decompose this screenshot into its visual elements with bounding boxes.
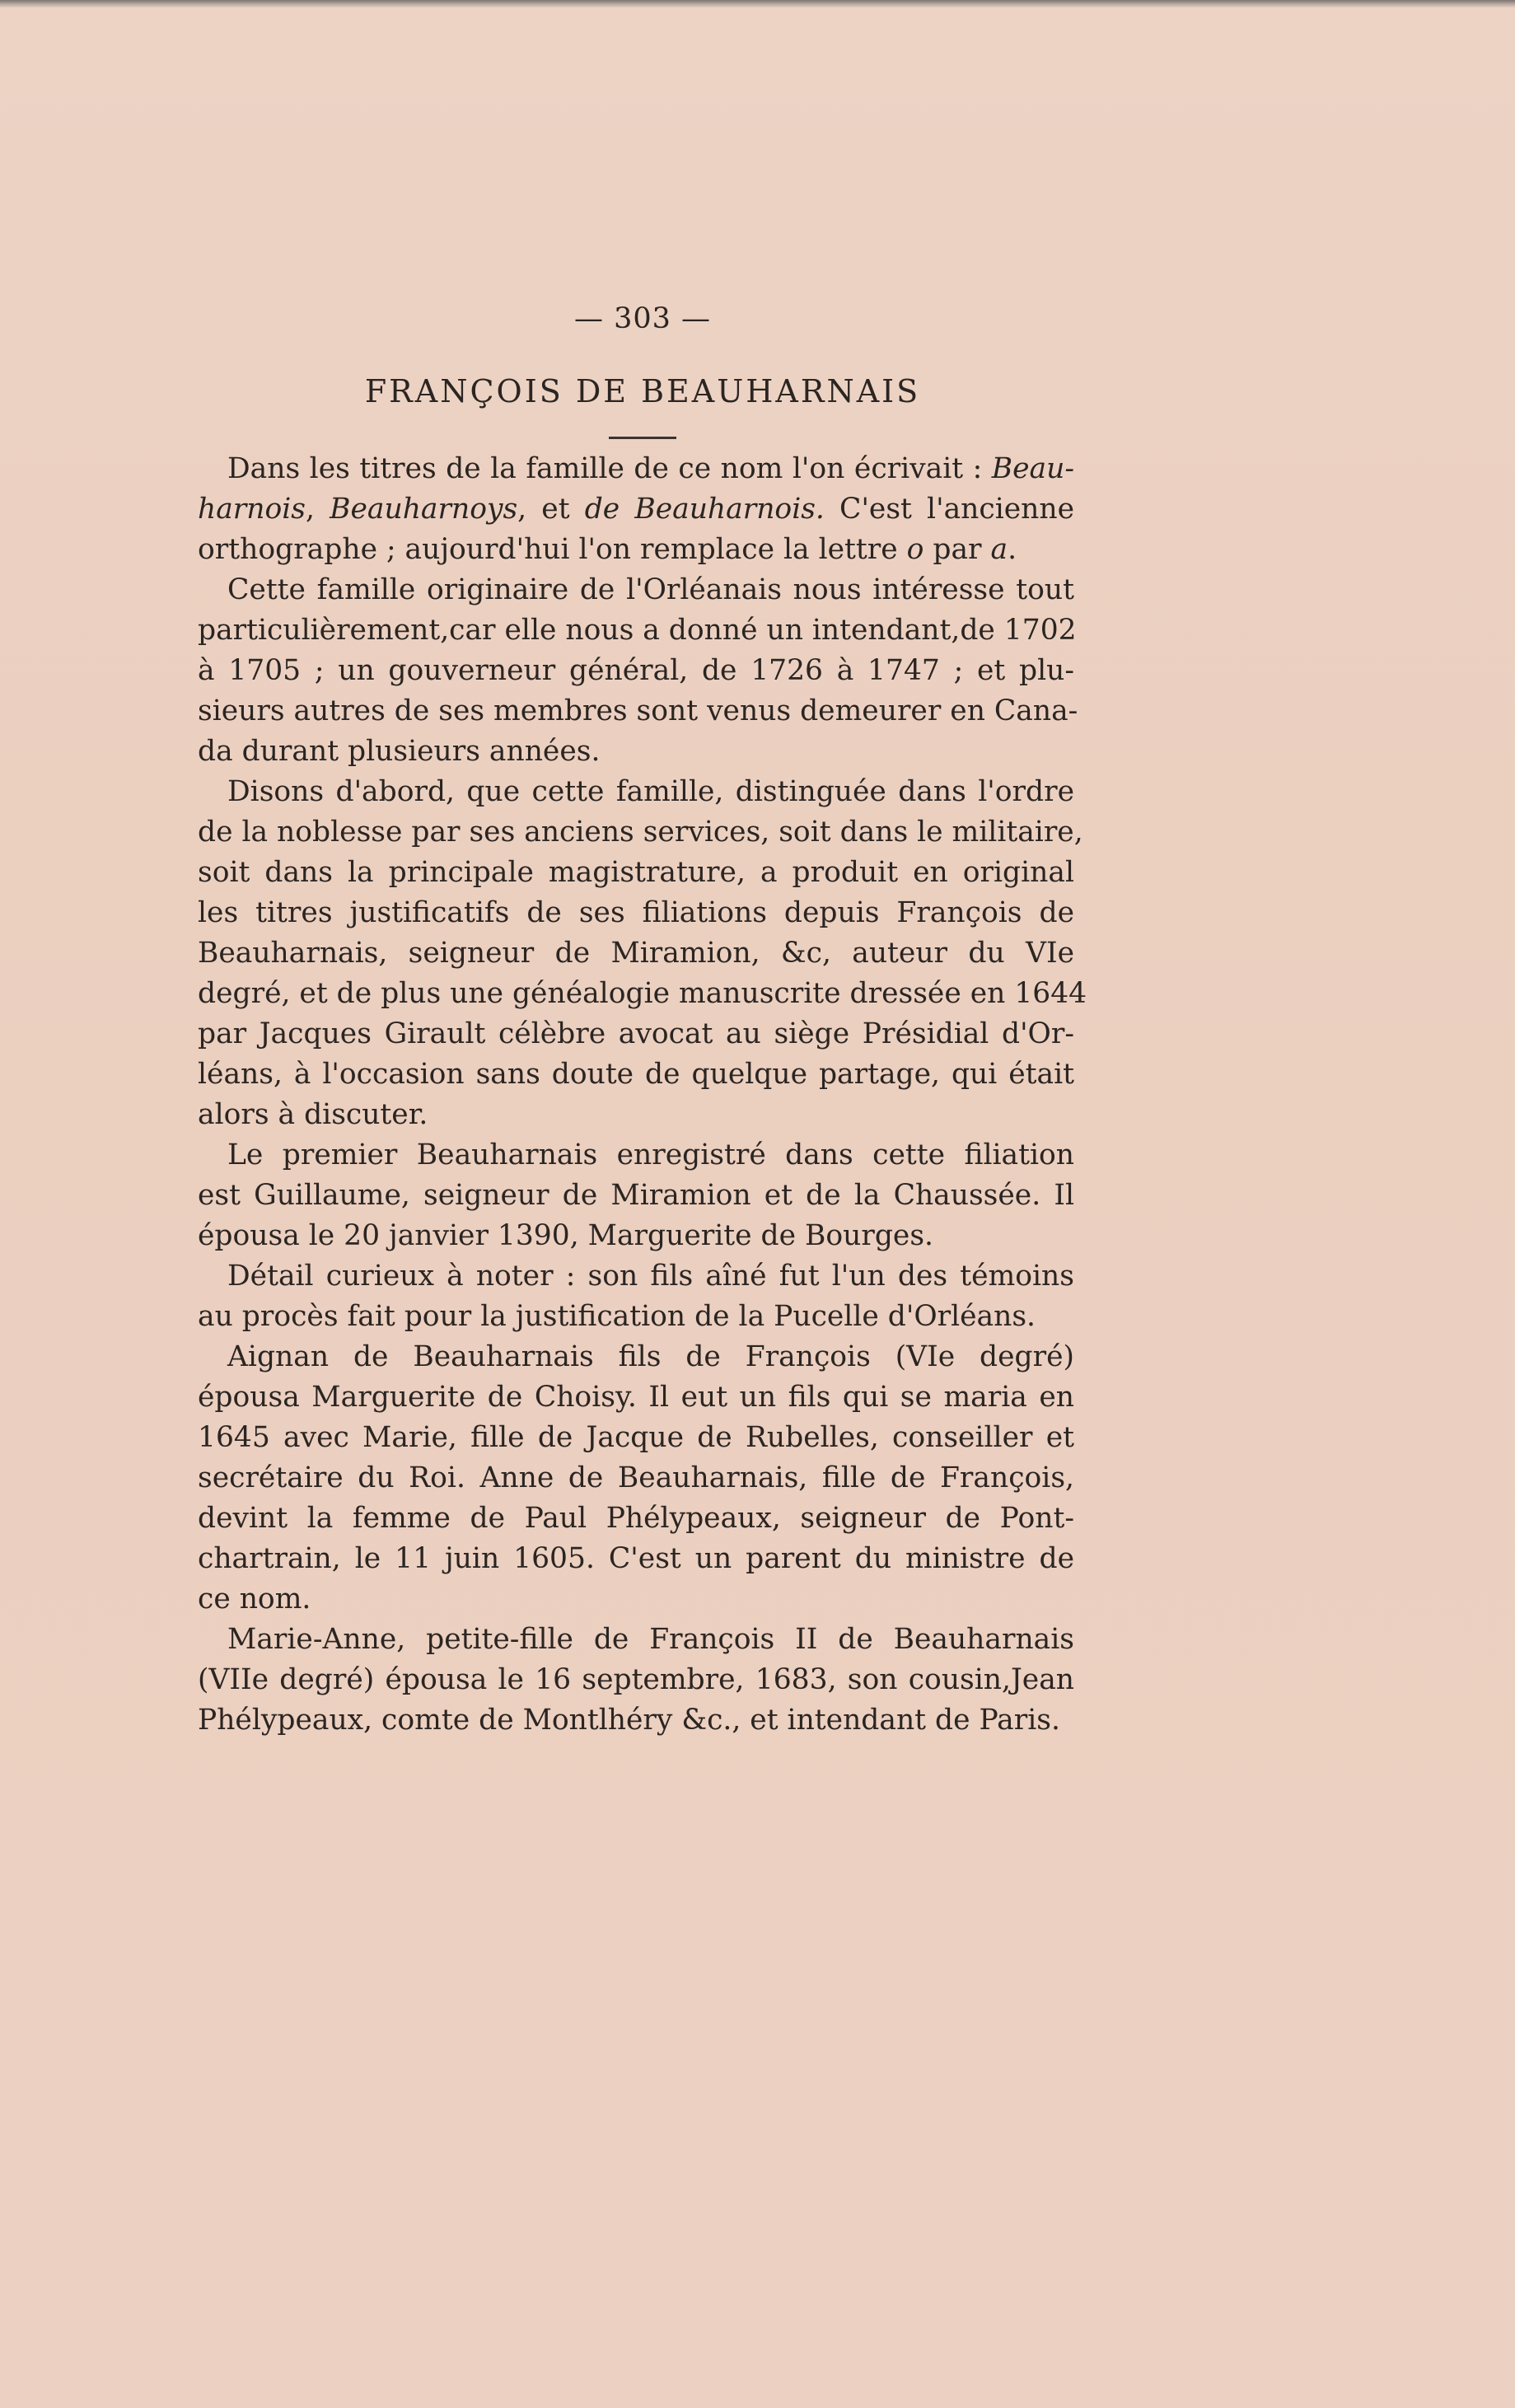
text-segment: 1645 avec Marie, fille de Jacque de Rubelles, conseiller et: [198, 1421, 1074, 1454]
text-line: [198, 691, 1078, 732]
text-line: [198, 1499, 1074, 1539]
text-segment: Cette famille originaire de l'Orléanais nous intéresse tout: [227, 573, 1074, 606]
text-segment: secrétaire du Roi. Anne de Beauharnais, fille de François,: [198, 1461, 1074, 1494]
paragraph: [198, 1256, 1074, 1337]
text-line: [198, 1256, 1074, 1297]
text-segment: léans, à l'occasion sans doute de quelque partage, qui était: [198, 1058, 1074, 1091]
text-segment: Détail curieux à noter : son fils aîné fut l'un des témoins: [227, 1260, 1074, 1293]
text-line: [198, 1418, 1074, 1458]
text-segment: Marie-Anne, petite-fille de François II de Beauharnais: [227, 1623, 1074, 1656]
text-segment: Phélypeaux, comte de Montlhéry &c., et intendant de Paris.: [198, 1704, 1060, 1737]
text-segment: (VIIe degré) épousa le 16 septembre, 1683, son cousin,Jean: [198, 1663, 1074, 1696]
paragraph: [198, 1620, 1074, 1741]
text-line: [198, 812, 1083, 853]
text-line: [198, 772, 1074, 812]
paragraph: [198, 1135, 1074, 1256]
text-line: [198, 530, 1074, 570]
text-segment: épousa Marguerite de Choisy. Il eut un fils qui se maria en: [198, 1381, 1074, 1414]
text-line: [198, 732, 1074, 772]
text-segment: , et: [517, 493, 585, 526]
text-segment: épousa le 20 janvier 1390, Marguerite de Bourges.: [198, 1219, 933, 1252]
text-segment: particulièrement,car elle nous a donné un intendant,de 1702: [198, 614, 1077, 647]
paragraph: [198, 1337, 1074, 1620]
text-line: [198, 489, 1074, 530]
text-line: [198, 893, 1074, 933]
text-line: [198, 1054, 1074, 1095]
italic-segment: harnois: [198, 493, 306, 526]
text-segment: Dans les titres de la famille de ce nom l'on écrivait :: [227, 452, 992, 485]
text-segment: orthographe ; aujourd'hui l'on remplace la lettre: [198, 533, 907, 566]
text-segment: ce nom.: [198, 1583, 311, 1615]
text-line: [198, 1579, 1074, 1620]
text-line: [198, 449, 1074, 489]
text-segment: .: [1008, 533, 1017, 566]
text-segment: Beauharnais, seigneur de Miramion, &c, auteur du VIe: [198, 937, 1074, 970]
text-segment: Aignan de Beauharnais fils de François (VIe degré): [227, 1340, 1074, 1373]
text-segment: soit dans la principale magistrature, a produit en original: [198, 856, 1074, 889]
text-line: [198, 1216, 1074, 1256]
text-line: [198, 1700, 1074, 1741]
text-segment: Disons d'abord, que cette famille, distinguée dans l'ordre: [227, 775, 1074, 808]
article-title: FRANÇOIS DE BEAUHARNAIS: [364, 373, 921, 409]
text-segment: devint la femme de Paul Phélypeaux, seigneur de Pont-: [198, 1502, 1074, 1535]
paragraph: [198, 570, 1078, 772]
text-segment: chartrain, le 11 juin 1605. C'est un parent du ministre de: [198, 1542, 1074, 1575]
text-segment: sieurs autres de ses membres sont venus demeurer en Cana-: [198, 694, 1078, 727]
text-segment: C'est l'ancienne: [824, 493, 1074, 526]
text-line: [198, 1620, 1074, 1660]
text-segment: degré, et de plus une généalogie manuscrite dressée en 1644: [198, 977, 1087, 1010]
text-line: [198, 610, 1077, 651]
italic-segment: o: [906, 533, 924, 566]
paragraph: [198, 772, 1087, 1135]
text-segment: au procès fait pour la justification de la Pucelle d'Orléans.: [198, 1300, 1036, 1333]
text-line: [198, 1297, 1074, 1337]
text-line: [198, 1095, 1074, 1135]
text-segment: da durant plusieurs années.: [198, 735, 601, 768]
text-line: [198, 1539, 1074, 1579]
text-line: [198, 1377, 1074, 1418]
text-line: [198, 1660, 1074, 1700]
text-segment: à 1705 ; un gouverneur général, de 1726 à 1747 ; et plu-: [198, 654, 1074, 687]
text-line: [198, 853, 1074, 893]
article-body: [198, 449, 1087, 1741]
title-divider: [609, 437, 676, 439]
text-line: [198, 1458, 1074, 1499]
text-segment: alors à discuter.: [198, 1098, 428, 1131]
text-line: [198, 974, 1087, 1014]
text-line: [198, 933, 1074, 974]
text-segment: par Jacques Girault célèbre avocat au siège Présidial d'Or-: [198, 1017, 1074, 1050]
text-segment: les titres justificatifs de ses filiations depuis François de: [198, 896, 1074, 929]
text-segment: ,: [306, 493, 330, 526]
italic-segment: Beauharnoys: [330, 493, 518, 526]
text-line: [198, 570, 1074, 610]
page-number: — 303 —: [573, 302, 712, 335]
text-segment: de la noblesse par ses anciens services, soit dans le militaire,: [198, 816, 1083, 849]
text-line: [198, 1014, 1074, 1054]
italic-segment: de Beauharnois.: [584, 493, 825, 526]
text-line: [198, 651, 1074, 691]
italic-segment: a: [990, 533, 1008, 566]
top-edge-rule: [0, 0, 1515, 7]
text-line: [198, 1337, 1074, 1377]
italic-segment: Beau-: [991, 452, 1074, 485]
text-segment: par: [923, 533, 991, 566]
text-line: [198, 1135, 1074, 1176]
paragraph: [198, 449, 1074, 570]
text-segment: est Guillaume, seigneur de Miramion et de la Chaussée. Il: [198, 1179, 1074, 1212]
text-segment: Le premier Beauharnais enregistré dans cette filiation: [227, 1139, 1074, 1171]
text-line: [198, 1176, 1074, 1216]
